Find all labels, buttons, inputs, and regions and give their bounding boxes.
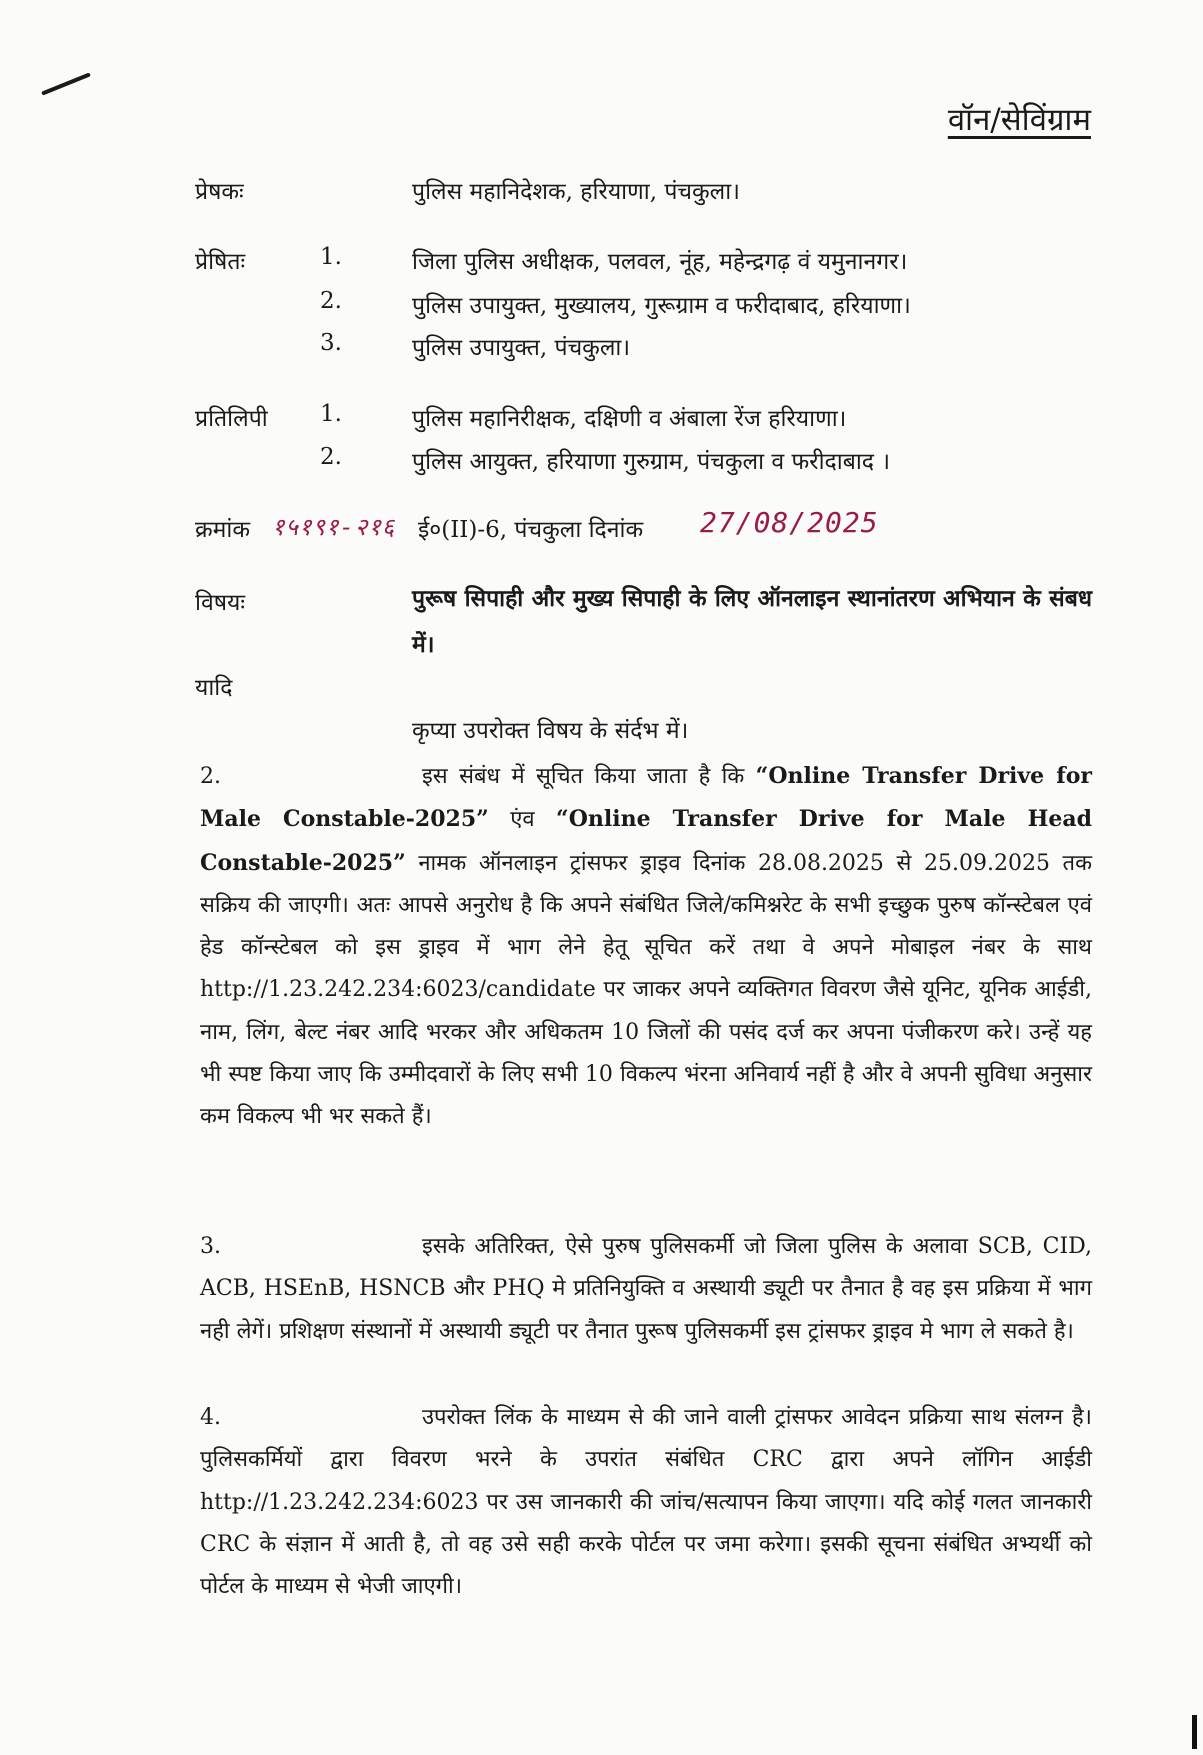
paragraph-number: 3.	[200, 1234, 221, 1259]
copy-number: 1.	[320, 401, 342, 427]
intro-line: कृप्या उपरोक्त विषय के संर्दभ में।	[412, 718, 689, 744]
salutation-label: यादि	[195, 675, 233, 701]
paragraph-text: इसके अतिरिक्त, ऐसे पुरुष पुलिसकर्मी जो जिला पुलिस के अलावा SCB, CID, ACB, HSEnB, HSNCB और PHQ मे प्रतिनियुक्ति व अस्थायी ड्यूटी पर तैनात है वह इस प्रक्रिया में भाग नही लेगें। प्रशिक्षण संस्थानों में अस्थायी ड्यूटी पर तैनात पुरूष पुलिसकर्मी इस ट्रांसफर ड्राइव मे भाग ले सकते है।	[200, 1234, 1092, 1344]
subject-label: विषयः	[195, 590, 246, 616]
paragraph-text: उपरोक्त लिंक के माध्यम से की जाने वाली ट्रांसफर आवेदन प्रक्रिया साथ संलग्न है। पुलिसकर्मियों द्वारा विवरण भरने के उपरांत संबंधित CRC द्वारा अपने लॉगिन आईडी http://1.23.242.234:6023 पर उस जानकारी की जांच/सत्यापन किया जाएगा। यदि कोई गलत जानकारी CRC के संज्ञान में आती है, तो वह उसे सही करके पोर्टल पर जमा करेगा। इसकी सूचना संबंधित अभ्यर्थी को पोर्टल के माध्यम से भेजी जाएगी।	[200, 1405, 1092, 1600]
page-edge-mark	[1192, 1715, 1197, 1749]
reference-date-handwritten: 27/08/2025	[700, 506, 879, 539]
paragraph-2	[200, 755, 1092, 1139]
pen-stroke-mark	[41, 72, 91, 95]
sender-label: प्रेषकः	[195, 179, 244, 205]
reference-label: क्रमांक	[195, 517, 251, 543]
recipients-label: प्रेषितः	[195, 249, 246, 275]
sender-value: पुलिस महानिदेशक, हरियाणा, पंचकुला।	[412, 179, 740, 205]
copy-item: पुलिस आयुक्त, हरियाणा गुरुग्राम, पंचकुला व फरीदाबाद ।	[412, 449, 891, 475]
recipient-item: जिला पुलिस अधीक्षक, पलवल, नूंह, महेन्द्रगढ़ वं यमुनानगर।	[412, 249, 908, 275]
reference-number-handwritten: १५१९१-२१६	[272, 513, 396, 541]
copies-label: प्रतिलिपी	[195, 406, 268, 432]
recipient-item: पुलिस उपायुक्त, पंचकुला।	[412, 335, 631, 361]
header-stamp: वॉन/सेविंग्राम	[947, 102, 1091, 138]
subject-text: पुरूष सिपाही और मुख्य सिपाही के लिए ऑनलाइन स्थानांतरण अभियान के संबध में।	[412, 585, 1092, 658]
paragraph-number: 4.	[200, 1405, 221, 1430]
copy-item: पुलिस महानिरीक्षक, दक्षिणी व अंबाला रेंज हरियाणा।	[412, 406, 847, 432]
paragraph-number: 2.	[200, 764, 221, 789]
recipient-number: 1.	[320, 244, 342, 270]
paragraph-text: एंव	[488, 807, 557, 833]
reference-code: ई०(II)-6, पंचकुला दिनांक	[418, 517, 644, 543]
paragraph-text: नामक ऑनलाइन ट्रांसफर ड्राइव दिनांक 28.08.2025 से 25.09.2025 तक सक्रिय की जाएगी। अतः आपसे अनुरोध है कि अपने संबंधित जिले/कमिश्नरेट के सभी इच्छुक पुरुष कॉन्स्टेबल एवं हेड कॉन्स्टेबल को इस ड्राइव में भाग लेने हेतू सूचित करें तथा वे अपने मोबाइल नंबर के साथ http://1.23.242.234:6023/candidate पर जाकर अपने व्यक्तिगत विवरण जैसे यूनिट, यूनिक आईडी, नाम, लिंग, बेल्ट नंबर आदि भरकर और अधिकतम 10 जिलों की पसंद दर्ज कर अपना पंजीकरण करे। उन्हें यह भी स्पष्ट किया जाए कि उम्मीदवारों के लिए सभी 10 विकल्प भंरना अनिवार्य नहीं है और वे अपनी सुविधा अनुसार कम विकल्प भी भर सकते हैं।	[200, 850, 1092, 1130]
drive-name-constable: “Online Transfer Drive for Male Constable-2025”	[200, 763, 1092, 833]
drive-name-head-constable: “Online Transfer Drive for Male Head Constable-2025”	[200, 806, 1092, 876]
recipient-number: 2.	[320, 288, 342, 314]
recipient-item: पुलिस उपायुक्त, मुख्यालय, गुरूग्राम व फरीदाबाद, हरियाणा।	[412, 293, 911, 319]
paragraph-3	[200, 1226, 1092, 1353]
paragraph-text: इस संबंध में सूचित किया जाता है कि	[422, 764, 756, 789]
copy-number: 2.	[320, 444, 342, 470]
recipient-number: 3.	[320, 330, 342, 356]
paragraph-4	[200, 1397, 1092, 1608]
